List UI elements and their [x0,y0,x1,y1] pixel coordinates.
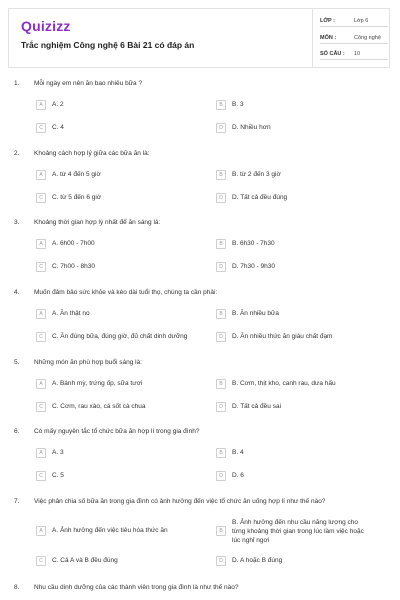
question-text: Có mấy nguyên tắc tổ chức bữa ăn hợp lí trong gia đình? [34,428,200,435]
meta-class: LỚP : Lớp 6 [320,18,386,24]
option-letter-box: C [36,402,46,412]
option-text: C. 7h00 - 8h30 [52,263,96,270]
option-letter-box: A [36,170,46,180]
option-text: D. 6 [232,472,244,479]
option-text: C. Ăn đúng bữa, đúng giờ, đủ chất dinh dưỡng [52,333,188,340]
option-letter-box: B [216,170,226,180]
question-number: 6. [14,428,20,435]
option-letter-box: B [216,239,226,249]
option-text: B. Ăn nhiều bữa [232,310,279,317]
question-number: 1. [14,80,20,87]
question-text: Mỗi ngày em nên ăn bao nhiêu bữa ? [34,80,143,87]
option-text: C. Cả A và B đều đúng [52,557,118,564]
option-letter-box: B [216,526,226,536]
option-letter-box: C [36,332,46,342]
option-text: B. 4 [232,449,244,456]
question-text: Nhu cầu dinh dưỡng của các thành viên trong gia đình là như thế nào? [34,584,239,591]
option-text: A. Ảnh hưởng đến việc tiêu hóa thức ăn [52,527,168,534]
option-letter-box: B [216,448,226,458]
option-text: D. Tất cả đều đúng [232,194,288,201]
option-letter-box: D [216,332,226,342]
question-text: Khoảng cách hợp lý giữa các bữa ăn là: [34,150,150,157]
question-text: Khoảng thời gian hợp lý nhất để ăn sáng là: [34,219,161,226]
question-number: 7. [14,498,20,505]
option-letter-box: C [36,556,46,566]
option-text: A. 6h00 - 7h00 [52,240,95,247]
option-text: C. 4 [52,124,64,131]
option-text: C. từ 5 đến 6 giờ [52,194,102,201]
option-text: C. 5 [52,472,64,479]
question-text: Muốn đảm bảo sức khỏe và kéo dài tuổi thọ, chúng ta cần phải: [34,289,218,296]
option-letter-box: D [216,402,226,412]
option-letter-box: D [216,193,226,203]
option-text: D. Tất cả đều sai [232,403,282,410]
option-letter-box: D [216,471,226,481]
option-letter-box: B [216,100,226,110]
option-text: D. 7h30 - 9h30 [232,263,276,270]
option-text: A. từ 4 đến 5 giờ [52,171,101,178]
question-number: 4. [14,289,20,296]
brand-logo: Quizizz [21,18,71,34]
option-letter-box: A [36,239,46,249]
option-text: B. từ 2 đến 3 giờ [232,171,281,178]
option-text: B. Cơm, thịt kho, canh rau, dưa hấu [232,380,336,387]
question-number: 8. [14,584,20,591]
meta-subject: MÔN : Công nghệ [320,35,386,41]
option-letter-box: A [36,309,46,319]
option-text: A. 2 [52,101,64,108]
option-letter-box: D [216,262,226,272]
document-header [8,8,390,68]
option-letter-box: A [36,379,46,389]
option-letter-box: D [216,556,226,566]
question-number: 3. [14,219,20,226]
option-text: D. Ăn nhiều thức ăn giàu chất đạm [232,333,333,340]
option-letter-box: C [36,262,46,272]
question-text: Việc phân chia số bữa ăn trong gia đình có ảnh hưởng đến việc tổ chức ăn uống hợp lí như thế nào? [34,498,326,505]
option-letter-box: C [36,193,46,203]
option-letter-box: A [36,526,46,536]
question-number: 2. [14,150,20,157]
option-text: B. 3 [232,101,244,108]
page-title: Trắc nghiệm Công nghệ 6 Bài 21 có đáp án [21,40,195,50]
option-letter-box: B [216,309,226,319]
option-text: D. Nhiều hơn [232,124,271,131]
option-text: B. Ảnh hưởng đến nhu cầu năng lượng cho từng khoảng thời gian trong lúc làm việc hoặc lúc nghỉ ngơi [232,519,364,544]
option-text: A. Bánh mỳ, trứng ốp, sữa tươi [52,380,143,387]
question-number: 5. [14,359,20,366]
header-divider [312,9,313,67]
option-text: B. 6h30 - 7h30 [232,240,275,247]
option-letter-box: C [36,471,46,481]
option-letter-box: A [36,448,46,458]
option-text: A. 3 [52,449,64,456]
option-letter-box: A [36,100,46,110]
option-letter-box: D [216,123,226,133]
option-text: A. Ăn thật no [52,310,90,317]
question-text: Những món ăn phù hợp buổi sáng là: [34,359,142,366]
option-text: D. A hoặc B đúng [232,557,283,564]
option-text: C. Cơm, rau xào, cá sốt cà chua [52,403,146,410]
option-letter-box: C [36,123,46,133]
meta-count: SỐ CÂU : 10 [320,51,386,57]
option-letter-box: B [216,379,226,389]
